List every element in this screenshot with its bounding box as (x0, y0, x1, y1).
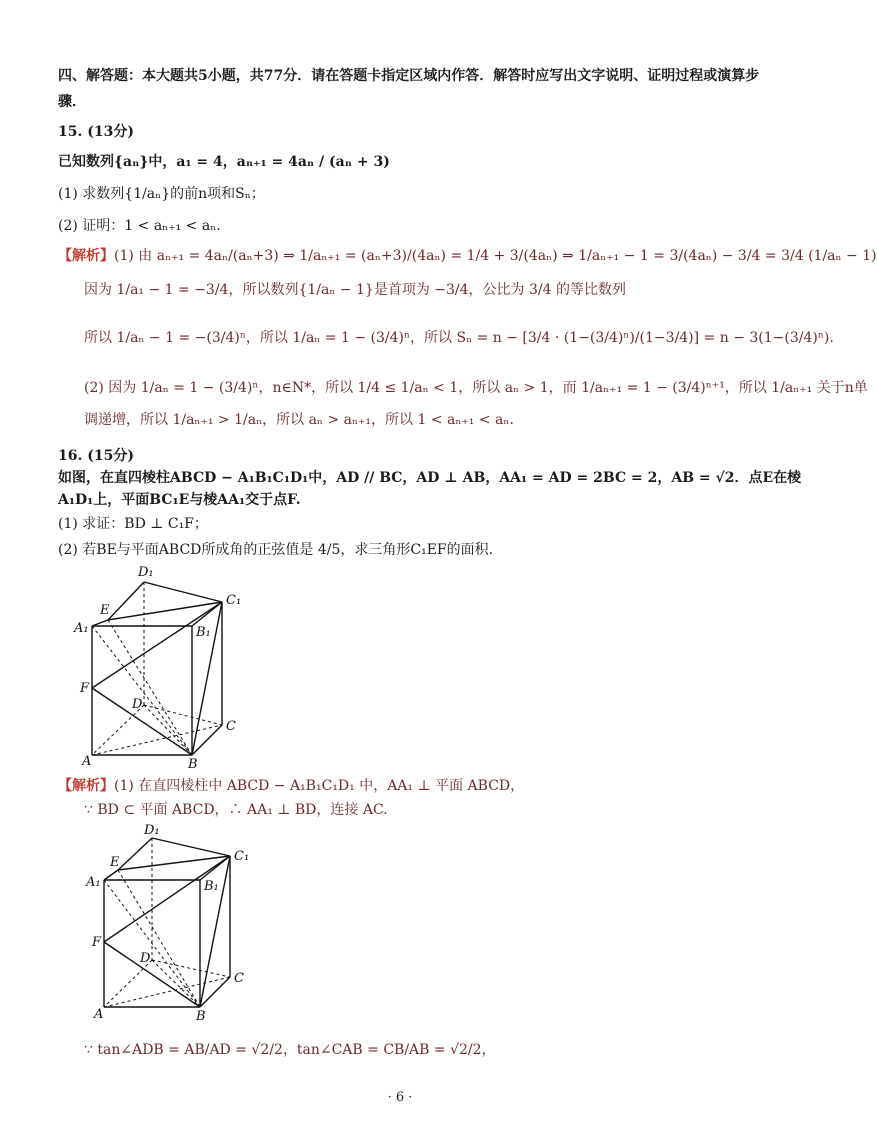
fig2-label-E: E (110, 855, 120, 870)
section-header-line1: 四、解答题：本大题共5小题，共77分．请在答题卡指定区域内作答．解答时应写出文字说明、证明过程或演算步 (58, 68, 760, 84)
fig2-label-F: F (92, 935, 102, 950)
label-E: E (100, 603, 110, 618)
q15-sol1-text: (1) 由 aₙ₊₁ = 4aₙ/(aₙ+3) ⇒ 1/aₙ₊₁ = (aₙ+3)/(4aₙ) = 1/4 + 3/(4aₙ) ⇒ 1/aₙ₊₁ − 1 = 3/(4aₙ) − 3/4 = 3/4 (1/aₙ − 1) (114, 248, 877, 264)
fig2-label-B1: B₁ (204, 879, 219, 894)
label-A: A (82, 754, 92, 769)
q16-solution-line1 (58, 776, 524, 796)
q15-stem: 已知数列{aₙ}中，a₁ = 4，aₙ₊₁ = 4aₙ / (aₙ + 3) (58, 154, 390, 170)
fig2-label-D: D (140, 951, 151, 966)
q15-number: 15. (13分) (58, 124, 134, 140)
label-B1: B₁ (196, 625, 211, 640)
prism-figure-2 (80, 822, 280, 1032)
page-number: · 6 · (387, 1090, 413, 1105)
q16-part2: (2) 若BE与平面ABCD所成角的正弦值是 4/5，求三角形C₁EF的面积. (58, 542, 494, 558)
solution-tag-16: 【解析】 (58, 778, 114, 794)
q16-stem1: 如图，在直四棱柱ABCD − A₁B₁C₁D₁中，AD // BC，AD ⊥ AB，AA₁ = AD = 2BC = 2，AB = √2．点E在棱 (58, 470, 802, 486)
fig2-label-C: C (234, 971, 244, 986)
fig2-label-B: B (196, 1009, 206, 1024)
q16-solution-line3: ∵ tan∠ADB = AB/AD = √2/2，tan∠CAB = CB/AB = √2/2， (84, 1042, 496, 1058)
q15-solution-line5: 调递增，所以 1/aₙ₊₁ > 1/aₙ，所以 aₙ > aₙ₊₁，所以 1 < aₙ₊₁ < aₙ. (84, 412, 514, 428)
label-C1: C₁ (226, 593, 242, 608)
label-F: F (80, 681, 90, 696)
label-C: C (226, 719, 236, 734)
q16-sol1-text: (1) 在直四棱柱中 ABCD − A₁B₁C₁D₁ 中，AA₁ ⊥ 平面 ABCD， (114, 778, 525, 794)
q16-part1: (1) 求证：BD ⊥ C₁F； (58, 516, 208, 532)
q15-solution-line2: 因为 1/a₁ − 1 = −3/4，所以数列{1/aₙ − 1}是首项为 −3/4，公比为 3/4 的等比数列 (84, 282, 626, 298)
label-D1: D₁ (138, 565, 154, 580)
solution-tag: 【解析】 (58, 248, 114, 264)
q15-part1: (1) 求数列{1/aₙ}的前n项和Sₙ； (58, 186, 265, 202)
label-A1: A₁ (74, 621, 89, 636)
label-B: B (188, 757, 198, 772)
q15-solution-line1 (58, 246, 877, 266)
fig2-label-D1: D₁ (144, 823, 160, 838)
section-header-line2: 骤． (58, 94, 86, 110)
q15-solution-line3: 所以 1/aₙ − 1 = −(3/4)ⁿ，所以 1/aₙ = 1 − (3/4)ⁿ，所以 Sₙ = n − [3/4 · (1−(3/4)ⁿ)/(1−3/4)] = n − 3(1−(3/4)ⁿ). (84, 330, 834, 346)
fig2-label-C1: C₁ (234, 849, 250, 864)
prism-figure-1 (70, 560, 270, 770)
fig2-label-A1: A₁ (86, 875, 101, 890)
q16-stem2: A₁D₁上，平面BC₁E与棱AA₁交于点F. (58, 492, 301, 508)
q15-part2: (2) 证明：1 < aₙ₊₁ < aₙ. (58, 218, 221, 234)
label-D: D (132, 697, 143, 712)
q15-solution-line4: (2) 因为 1/aₙ = 1 − (3/4)ⁿ，n∈N*，所以 1/4 ≤ 1/aₙ < 1，所以 aₙ > 1，而 1/aₙ₊₁ = 1 − (3/4)ⁿ⁺¹，所以 1/aₙ₊₁ 关于n单 (84, 380, 868, 396)
fig2-label-A: A (94, 1007, 104, 1022)
q16-number: 16. (15分) (58, 448, 134, 464)
q16-solution-line2: ∵ BD ⊂ 平面 ABCD，∴ AA₁ ⊥ BD，连接 AC. (84, 802, 388, 818)
